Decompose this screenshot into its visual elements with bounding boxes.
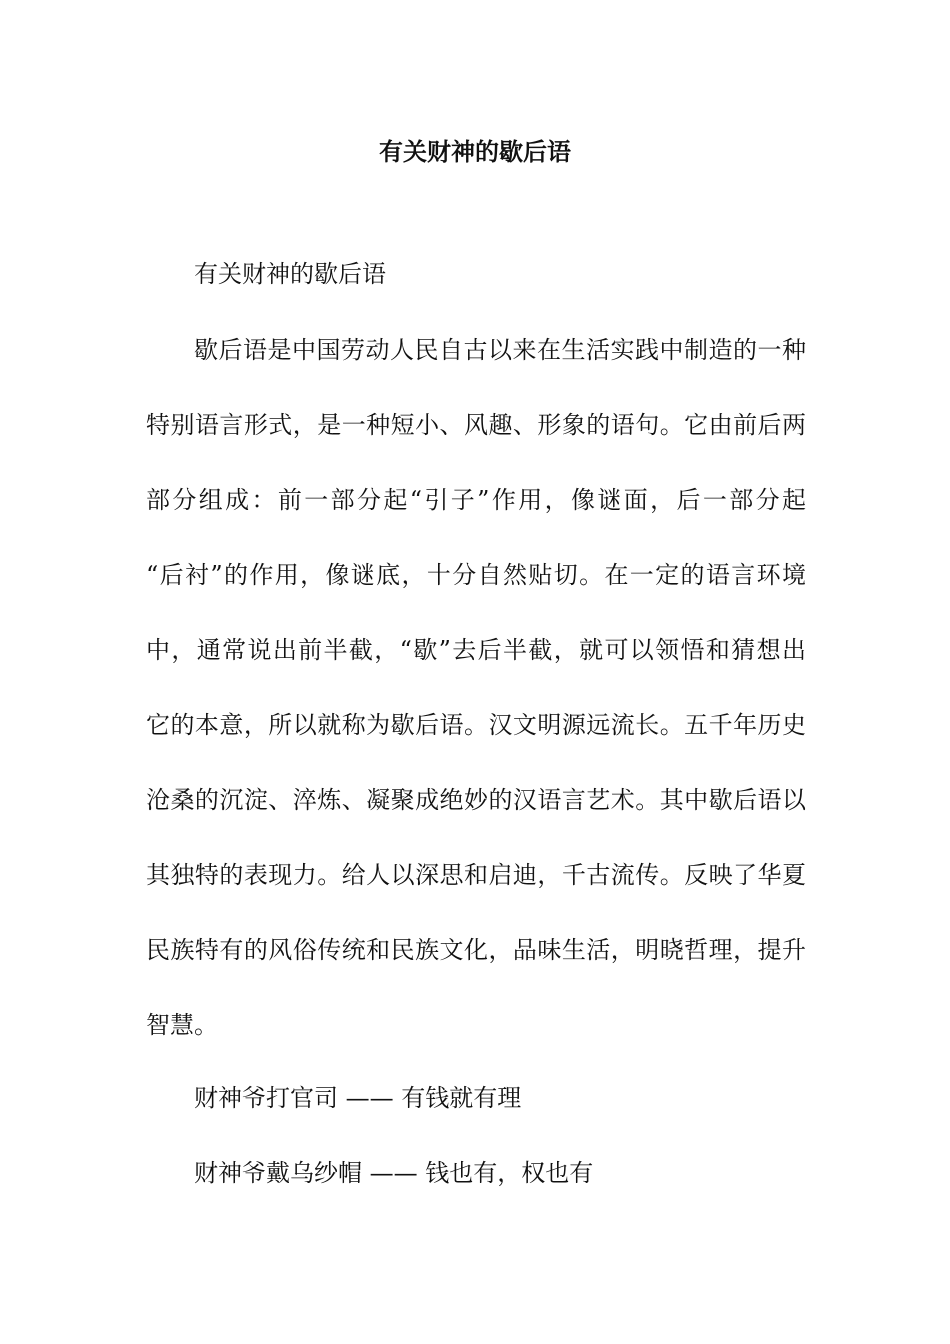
intro-line-4: “后衬”的作用，像谜底，十分自然贴切。在一定的语言环境	[146, 561, 806, 589]
document-title: 有关财神的歇后语	[379, 137, 571, 166]
intro-line-8: 其独特的表现力。给人以深思和启迪，千古流传。反映了华夏	[146, 861, 806, 889]
intro-line-3: 部分组成：前一部分起“引子”作用，像谜面，后一部分起	[146, 486, 806, 514]
intro-line-5: 中，通常说出前半截，“歇”去后半截，就可以领悟和猜想出	[146, 636, 806, 664]
intro-line-9: 民族特有的风俗传统和民族文化，品味生活，明晓哲理，提升	[146, 936, 806, 964]
saying-1: 财神爷打官司 —— 有钱就有理	[194, 1084, 522, 1112]
intro-line-10: 智慧。	[146, 1011, 218, 1039]
intro-line-1: 歇后语是中国劳动人民自古以来在生活实践中制造的一种	[194, 336, 806, 364]
section-heading: 有关财神的歇后语	[194, 260, 386, 288]
intro-line-6: 它的本意，所以就称为歇后语。汉文明源远流长。五千年历史	[146, 711, 806, 739]
saying-2: 财神爷戴乌纱帽 —— 钱也有，权也有	[194, 1159, 594, 1187]
intro-line-2: 特别语言形式，是一种短小、风趣、形象的语句。它由前后两	[146, 411, 806, 439]
intro-line-7: 沧桑的沉淀、淬炼、凝聚成绝妙的汉语言艺术。其中歇后语以	[146, 786, 806, 814]
